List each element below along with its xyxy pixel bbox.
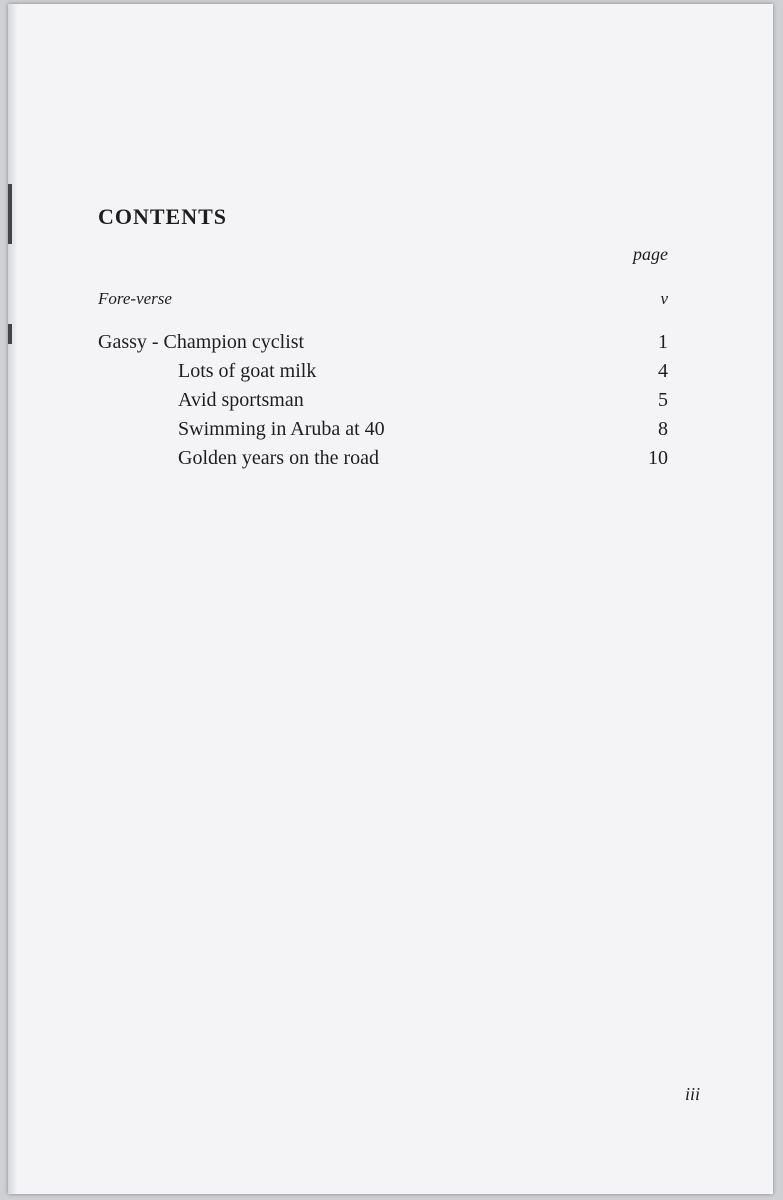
toc-entry-title: Avid sportsman: [178, 389, 304, 411]
toc-entry-page: 4: [658, 360, 668, 382]
contents-heading: CONTENTS: [98, 204, 228, 229]
book-page: [8, 4, 773, 1194]
toc-entry-page: 1: [658, 331, 668, 353]
table-of-contents: [98, 284, 668, 473]
toc-entry-section: [98, 386, 668, 415]
toc-entry-title: Fore-verse: [98, 289, 172, 308]
toc-entry-page: v: [660, 289, 668, 308]
toc-entry-page: 5: [658, 389, 668, 411]
binding-edge-mark: [8, 184, 12, 244]
page-column-label: page: [633, 244, 668, 264]
toc-entry-title: Swimming in Aruba at 40: [178, 418, 385, 440]
toc-entry-title: Lots of goat milk: [178, 360, 317, 382]
toc-entry-section: [98, 357, 668, 386]
toc-entry-section: [98, 415, 668, 444]
toc-entry-title: Gassy - Champion cyclist: [98, 331, 305, 353]
toc-entry-section: [98, 444, 668, 473]
toc-entry-page: 10: [648, 447, 668, 469]
toc-entry-page: 8: [658, 418, 668, 440]
page-number: iii: [684, 1084, 700, 1104]
toc-entry-title: Golden years on the road: [178, 447, 380, 469]
toc-entry-chapter: [98, 328, 668, 357]
binding-edge-mark: [8, 324, 12, 344]
toc-entry-fore-verse: [98, 284, 668, 328]
